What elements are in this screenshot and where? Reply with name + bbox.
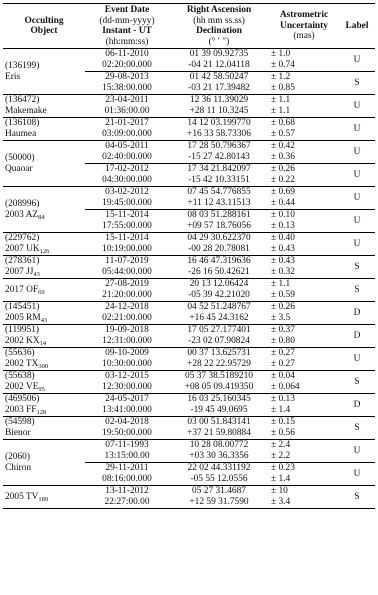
occulting-object-cell — [3, 394, 85, 417]
occulting-object-cell — [3, 49, 85, 95]
event-date-cell: 29-11-2011 08:16:00.000 — [85, 463, 169, 486]
event-date-cell: 19-09-2018 12:31:00.000 — [85, 325, 169, 348]
event-date-cell: 02-04-2018 19:50:00.000 — [85, 417, 169, 440]
occulting-object-cell — [3, 256, 85, 279]
object-name-line: 2002 $KX_{14}$ — [5, 336, 47, 347]
occulting-object-cell — [3, 440, 85, 486]
occulting-object-cell — [3, 486, 85, 509]
object-name-line: 2005 $RM_{43}$ — [5, 313, 48, 324]
occulting-object-cell — [3, 302, 85, 325]
uncertainty-cell: ± 0.27 ± 0.27 — [269, 348, 339, 371]
label-cell: U — [339, 164, 375, 187]
object-name-line: 2007 $UK_{126}$ — [5, 244, 50, 255]
uncertainty-cell: ± 1.1 ± 0.59 — [269, 279, 339, 302]
object-name-line: 2002 $VE_{95}$ — [5, 382, 45, 393]
label-cell: U — [339, 187, 375, 210]
object-name-line: (55638) — [5, 371, 35, 381]
object-name-line: (278361) — [5, 256, 40, 266]
table-row — [3, 440, 375, 463]
object-name-line: 2017 $OF_{69}$ — [5, 284, 45, 296]
label-cell: S — [339, 72, 375, 95]
object-name-line: 2007 $JJ_{43}$ — [5, 267, 40, 278]
occultation-table — [3, 3, 375, 509]
event-date-cell: 06-11-2010 02:20:00.000 — [85, 49, 169, 72]
occulting-object-cell — [3, 187, 85, 233]
label-cell: S — [339, 279, 375, 302]
uncertainty-cell: ± 0.26 ± 3.5 — [269, 302, 339, 325]
event-date-cell: 29-08-2013 15:38:00.000 — [85, 72, 169, 95]
event-date-cell: 24-12-2018 02:21:00.000 — [85, 302, 169, 325]
event-date-cell: 21-01-2017 03:09:00.000 — [85, 118, 169, 141]
label-cell: S — [339, 417, 375, 440]
uncertainty-cell: ± 0.26 ± 0.22 — [269, 164, 339, 187]
uncertainty-cell: ± 2.4 ± 2.2 — [269, 440, 339, 463]
object-designation-subscript: 95 — [38, 386, 45, 393]
ra-dec-cell: 16 03 25.160345 -19 45 49.0695 — [169, 394, 269, 417]
object-name-line: (55636) — [5, 348, 35, 358]
object-name-line: (136199) — [5, 60, 40, 71]
object-designation-subscript: 69 — [38, 288, 45, 296]
object-designation-subscript: 189 — [38, 495, 49, 503]
header-event-date: Event Date (dd-mm-yyyy) Instant - UT (hh:mm:ss) — [99, 5, 155, 47]
uncertainty-cell: ± 0.40 ± 0.43 — [269, 233, 339, 256]
ra-dec-cell: 12 36 11.39029 +28 11 10.3245 — [169, 95, 269, 118]
label-cell: U — [339, 49, 375, 72]
uncertainty-cell: ± 0.10 ± 0.13 — [269, 210, 339, 233]
ra-dec-cell: 22 02 44.331192 -05 55 12.0556 — [169, 463, 269, 486]
ra-dec-cell: 17 28 50.796367 -15 27 42.80143 — [169, 141, 269, 164]
table-row — [3, 348, 375, 371]
table-row — [3, 302, 375, 325]
event-date-cell: 03-02-2012 19:45:00.000 — [85, 187, 169, 210]
label-cell: U — [339, 210, 375, 233]
object-name-line: (54598) — [5, 417, 35, 427]
uncertainty-cell: ± 1.2 ± 0.85 — [269, 72, 339, 95]
ra-dec-cell: 04 52 51.248767 +16 45 24.3162 — [169, 302, 269, 325]
object-name-line: Haumea — [5, 129, 37, 139]
table-row — [3, 256, 375, 279]
label-cell: D — [339, 302, 375, 325]
event-date-cell: 04-05-2011 02:40:00.000 — [85, 141, 169, 164]
event-date-cell: 23-04-2011 01:36:00.00 — [85, 95, 169, 118]
ra-dec-cell: 16 46 47.319636 -26 16 50.42621 — [169, 256, 269, 279]
occulting-object-cell — [3, 348, 85, 371]
object-name-line: 2005 $TV_{189}$ — [5, 491, 49, 503]
object-designation-subscript: 14 — [39, 340, 47, 347]
table-row — [3, 486, 375, 509]
object-name-line: 2003 $FF_{128}$ — [5, 405, 47, 416]
table-row — [3, 95, 375, 118]
occulting-object-cell — [3, 233, 85, 256]
uncertainty-cell: ± 0.68 ± 0.57 — [269, 118, 339, 141]
object-name-line: 2003 $AZ_{84}$ — [5, 209, 45, 221]
label-cell: U — [339, 95, 375, 118]
object-name-line: (50000) — [5, 152, 35, 163]
event-date-cell: 09-10-2009 10:30:00.000 — [85, 348, 169, 371]
object-name-line: Bienor — [5, 428, 31, 438]
occulting-object-cell — [3, 417, 85, 440]
header-occulting-object: Occulting Object — [24, 15, 64, 36]
ra-dec-cell: 17 05 27.177401 -23 02 07.90824 — [169, 325, 269, 348]
object-designation-subscript: 128 — [36, 409, 47, 416]
object-designation-subscript: 43 — [40, 317, 48, 324]
header-uncertainty: Astrometric Uncertainty (mas) — [279, 10, 329, 42]
table-row — [3, 417, 375, 440]
label-cell: D — [339, 325, 375, 348]
table-row — [3, 394, 375, 417]
event-date-cell: 17-02-2012 04:30:00.000 — [85, 164, 169, 187]
object-designation-subscript: 43 — [33, 271, 40, 278]
uncertainty-cell: ± 0.37 ± 0.80 — [269, 325, 339, 348]
object-name-line: (136472) — [5, 95, 40, 105]
uncertainty-cell: ± 0.23 ± 1.4 — [269, 463, 339, 486]
uncertainty-cell: ± 1.1 ± 1.1 — [269, 95, 339, 118]
ra-dec-cell: 01 42 58.50247 -03 21 17.39482 — [169, 72, 269, 95]
object-designation-subscript: 126 — [39, 248, 50, 255]
table-row — [3, 49, 375, 72]
table-row — [3, 233, 375, 256]
ra-dec-cell: 20 13 12.06424 -05 39 42.21020 — [169, 279, 269, 302]
uncertainty-cell: ± 0.69 ± 0.44 — [269, 187, 339, 210]
ra-dec-cell: 01 39 09.92735 -04 21 12.04118 — [169, 49, 269, 72]
table-row — [3, 325, 375, 348]
label-cell: D — [339, 394, 375, 417]
event-date-cell: 24-05-2017 13:41:00.000 — [85, 394, 169, 417]
label-cell: S — [339, 371, 375, 394]
object-name-line: (136108) — [5, 118, 40, 128]
label-cell: U — [339, 463, 375, 486]
uncertainty-cell: ± 10 ± 3.4 — [269, 486, 339, 509]
ra-dec-cell: 00 37 13.625731 +28 22 22.95729 — [169, 348, 269, 371]
label-cell: S — [339, 256, 375, 279]
table-header — [3, 4, 375, 49]
occulting-object-cell — [3, 95, 85, 118]
object-name-line: (208996) — [5, 198, 40, 209]
header-label: Label — [345, 20, 369, 31]
uncertainty-cell: ± 0.13 ± 1.4 — [269, 394, 339, 417]
table-row — [3, 141, 375, 164]
header-ra-dec: Right Ascension (hh mm ss.ss) Declination (° ′ ″) — [186, 5, 252, 47]
label-cell: U — [339, 233, 375, 256]
object-name-line: (119951) — [5, 325, 40, 335]
object-name-line: Eris — [5, 71, 21, 82]
table-body — [3, 49, 375, 509]
ra-dec-cell: 10 28 08.00772 +03 30 36.3356 — [169, 440, 269, 463]
table-row — [3, 187, 375, 210]
label-cell: U — [339, 348, 375, 371]
occulting-object-cell — [3, 279, 85, 302]
event-date-cell: 13-11-2012 22:27:00.00 — [85, 486, 169, 509]
object-designation-subscript: 300 — [38, 363, 49, 370]
event-date-cell: 03-12-2015 12:30:00.000 — [85, 371, 169, 394]
table-row — [3, 118, 375, 141]
ra-dec-cell: 08 03 51.288161 +09 57 18.76056 — [169, 210, 269, 233]
object-name-line: (229762) — [5, 233, 40, 243]
event-date-cell: 27-08-2019 21:20:00.000 — [85, 279, 169, 302]
label-cell: S — [339, 486, 375, 509]
uncertainty-cell: ± 0.04 ± 0.064 — [269, 371, 339, 394]
object-designation-subscript: 84 — [38, 213, 45, 221]
uncertainty-cell: ± 0.15 ± 0.56 — [269, 417, 339, 440]
uncertainty-cell: ± 0.43 ± 0.32 — [269, 256, 339, 279]
event-date-cell: 07-11-1993 13:15:00.00 — [85, 440, 169, 463]
label-cell: U — [339, 440, 375, 463]
object-name-line: Chiron — [5, 462, 32, 473]
event-date-cell: 15-11-2014 10:19:00.000 — [85, 233, 169, 256]
ra-dec-cell: 07 45 54.776855 +11 12 43.11513 — [169, 187, 269, 210]
table-row — [3, 371, 375, 394]
label-cell: U — [339, 118, 375, 141]
uncertainty-cell: ± 0.42 ± 0.36 — [269, 141, 339, 164]
ra-dec-cell: 05 37 38.5189210 +08 05 09.419350 — [169, 371, 269, 394]
object-name-line: (469506) — [5, 394, 40, 404]
ra-dec-cell: 04 29 30.622370 -00 28 20.78081 — [169, 233, 269, 256]
object-name-line: Quaoar — [5, 163, 33, 174]
object-name-line: 2002 $TX_{300}$ — [5, 359, 49, 370]
occulting-object-cell — [3, 325, 85, 348]
occulting-object-cell — [3, 118, 85, 141]
ra-dec-cell: 05 27 31.4687 +12 59 31.7590 — [169, 486, 269, 509]
ra-dec-cell: 14 12 03.199770 +16 33 58.73306 — [169, 118, 269, 141]
object-name-line: Makemake — [5, 106, 47, 116]
table-row — [3, 279, 375, 302]
occulting-object-cell — [3, 371, 85, 394]
uncertainty-cell: ± 1.0 ± 0.74 — [269, 49, 339, 72]
object-name-line: (145451) — [5, 302, 40, 312]
event-date-cell: 11-07-2019 05:44:00.000 — [85, 256, 169, 279]
ra-dec-cell: 17 34 21.842097 -15 42 10.33151 — [169, 164, 269, 187]
ra-dec-cell: 03 00 51.843141 +37 21 59.80884 — [169, 417, 269, 440]
label-cell: U — [339, 141, 375, 164]
event-date-cell: 15-11-2014 17:55:00.000 — [85, 210, 169, 233]
occulting-object-cell — [3, 141, 85, 187]
object-name-line: (2060) — [5, 451, 30, 462]
